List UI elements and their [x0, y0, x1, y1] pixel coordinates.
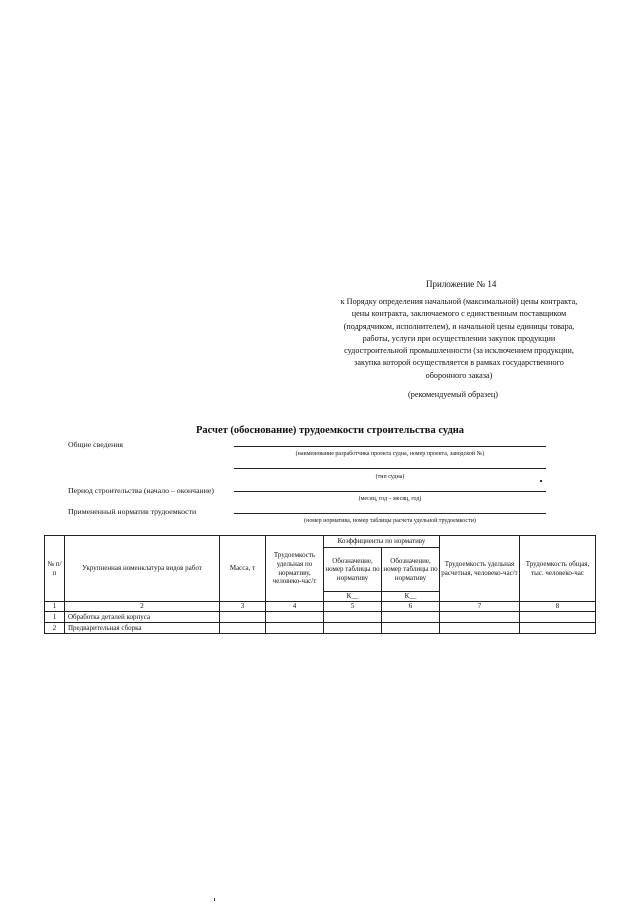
header-total: Трудоемкость общая, тыс. человеко-час — [520, 536, 596, 602]
stray-dot — [540, 480, 542, 482]
column-number: 3 — [220, 602, 266, 612]
row-num: 1 — [45, 612, 65, 623]
column-number: 2 — [65, 602, 220, 612]
table-row — [45, 623, 596, 634]
table-header-row — [45, 536, 596, 548]
column-number: 8 — [520, 602, 596, 612]
row-num: 2 — [45, 623, 65, 634]
column-number: 1 — [45, 602, 65, 612]
header-num: № п/п — [45, 536, 65, 602]
norm-label: Примененный норматив трудоемкости — [68, 507, 197, 516]
empty-cell — [440, 612, 520, 623]
empty-cell — [324, 623, 382, 634]
labor-intensity-table — [44, 535, 596, 634]
header-specific-norm: Трудоемкость удельная по нормативу, человеко-час/т — [266, 536, 324, 602]
column-number: 4 — [266, 602, 324, 612]
general-info-label: Общие сведения — [68, 440, 123, 449]
column-number: 5 — [324, 602, 382, 612]
header-specific-calc: Трудоемкость удельная расчетная, человеко-час/т — [440, 536, 520, 602]
appendix-line: судостроительной промышленности (за исключением продукции, — [344, 346, 574, 356]
header-k-b: К__ — [382, 592, 440, 602]
period-line — [234, 491, 546, 492]
appendix-line: оборонного заказа) — [425, 370, 493, 380]
header-nomenclature: Укрупненная номенклатура видов работ — [65, 536, 220, 602]
header-coefficients: Коэффициенты по нормативу — [324, 536, 440, 548]
column-number: 7 — [440, 602, 520, 612]
sample-label: (рекомендуемый образец) — [408, 390, 499, 399]
header-k-a: К__ — [324, 592, 382, 602]
appendix-reference — [328, 296, 590, 382]
period-label: Период строительства (начало – окончание) — [68, 486, 214, 495]
header-coef-a: Обозначение, номер таблицы по нормативу — [324, 548, 382, 592]
empty-cell — [220, 612, 266, 623]
developer-hint: (наименование разработчика проекта судна, номер проекта, заводской №) — [295, 451, 485, 457]
header-mass: Масса, т — [220, 536, 266, 602]
period-hint: (месяц, год – месяц, год) — [358, 496, 422, 502]
row-name: Обработка деталей корпуса — [65, 612, 220, 623]
vessel-type-hint: (тип судна) — [375, 474, 405, 480]
empty-cell — [382, 623, 440, 634]
empty-cell — [440, 623, 520, 634]
appendix-line: (подрядчиком, исполнителем), и начальной цены единицы товара, — [343, 321, 575, 331]
scan-speck — [214, 898, 215, 901]
appendix-title: Приложение № 14 — [426, 279, 497, 289]
vessel-type-line — [234, 468, 546, 469]
table-row — [45, 612, 596, 623]
general-info-line — [234, 446, 546, 447]
empty-cell — [520, 623, 596, 634]
row-name: Предварительная сборка — [65, 623, 220, 634]
empty-cell — [266, 612, 324, 623]
appendix-line: работы, услуги при осуществлении закупок продукции — [362, 333, 556, 343]
empty-cell — [220, 623, 266, 634]
empty-cell — [382, 612, 440, 623]
appendix-line: закупка которой осуществляется в рамках государственного — [354, 358, 564, 368]
appendix-line: цены контракта, заключаемого с единственным поставщиком — [351, 309, 567, 319]
norm-line — [234, 513, 546, 514]
header-coef-b: Обозначение, номер таблицы по нормативу — [382, 548, 440, 592]
appendix-line: к Порядку определения начальной (максимальной) цены контракта, — [340, 297, 578, 306]
document-title: Расчет (обоснование) трудоемкости строительства судна — [195, 425, 465, 436]
empty-cell — [520, 612, 596, 623]
empty-cell — [324, 612, 382, 623]
norm-hint: (номер норматива, номер таблицы расчета удельной трудоемкости) — [304, 518, 476, 524]
column-number: 6 — [382, 602, 440, 612]
column-number-row — [45, 602, 596, 612]
empty-cell — [266, 623, 324, 634]
